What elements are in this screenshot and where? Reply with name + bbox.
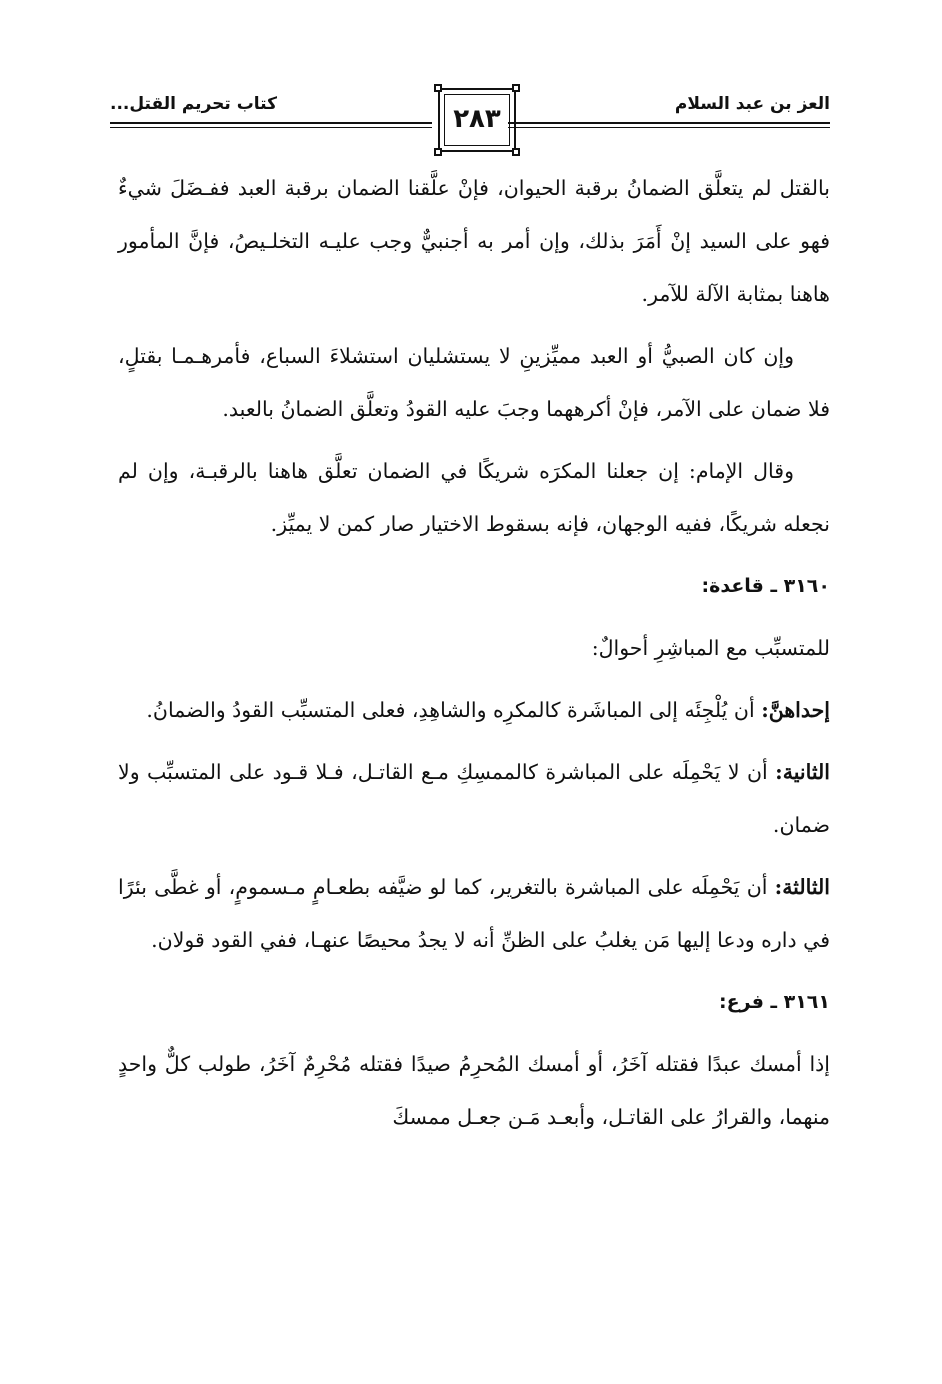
- case-text: أن يُلْجِئَه إلى المباشَرة كالمكرِه والشاهِدِ، فعلى المتسبِّب القودُ والضمانُ.: [146, 698, 762, 722]
- page-header: [110, 88, 830, 158]
- frame-corner-ornament: [512, 84, 520, 92]
- page-body: [118, 162, 830, 1153]
- paragraph-case-2: [118, 746, 830, 852]
- running-head-author: العز بن عبد السلام: [674, 94, 830, 114]
- paragraph: للمتسبِّب مع المباشِرِ أحوالٌ:: [591, 636, 830, 660]
- running-head-chapter: كتاب تحريم القتل...: [110, 94, 277, 114]
- paragraph: إذا أمسك عبدًا فقتله آخَرُ، أو أمسك المُحرِمُ صيدًا فقتله مُحْرِمٌ آخَرُ، طولب كلٌّ واحدٍ منهما، والقرارُ على القاتـل، وأبعـد مَـن جعـل ممسكَ: [118, 1052, 830, 1129]
- case-label: الثالثة:: [774, 875, 830, 899]
- section-heading-3160: ٣١٦٠ ـ قاعدة:: [701, 575, 830, 597]
- paragraph: بالقتل لم يتعلَّق الضمانُ برقبة الحيوان، فإنْ علَّقنا الضمان برقبة العبد ففـضَلَ شيءٌ فهو على السيد إنْ أَمَرَ بذلك، وإن أمر به أجنبيٌّ وجب عليـه التخلـيصُ، فإنَّ المأمور هاهنا بمثابة الآلة للآمر.: [118, 176, 830, 306]
- paragraph-case-1: [118, 684, 830, 737]
- header-rule-right: [508, 122, 830, 124]
- page-number: ٢٨٣: [453, 104, 501, 134]
- section-heading-3161: ٣١٦١ ـ فرع:: [719, 991, 830, 1013]
- header-rule-left: [110, 122, 432, 124]
- paragraph-case-3: [118, 861, 830, 967]
- frame-corner-ornament: [512, 148, 520, 156]
- frame-corner-ornament: [434, 148, 442, 156]
- case-text: أن يَحْمِلَه على المباشرة بالتغرير، كما لو ضيَّفه بطعـامٍ مـسمومٍ، أو غطَّى بئرًا في داره ودعا إليها مَن يغلبُ على الظنِّ أنه لا يجدُ محيصًا عنهـا، ففي القود قولان.: [118, 875, 830, 952]
- case-label: الثانية:: [775, 760, 830, 784]
- frame-corner-ornament: [434, 84, 442, 92]
- case-label: إحداهنَّ:: [761, 698, 830, 722]
- page-number-frame: [438, 88, 516, 152]
- case-text: أن لا يَحْمِلَه على المباشرة كالممسِكِ مـع القاتـل، فـلا قـود على المتسبِّب ولا ضمان.: [118, 760, 830, 837]
- paragraph: وإن كان الصبيُّ أو العبد مميِّزينِ لا يستشليان استشلاءَ السباع، فأمرهـمـا بقتلٍ، فلا ضمان على الآمر، فإنْ أكرههما وجبَ عليه القودُ وتعلَّق الضمانُ بالعبد.: [118, 344, 830, 421]
- paragraph: وقال الإمام: إن جعلنا المكرَه شريكًا في الضمان تعلَّق هاهنا بالرقبـة، وإن لم نجعله شريكًا، ففيه الوجهان، فإنه بسقوط الاختيار صار كمن لا يميِّز.: [118, 459, 830, 536]
